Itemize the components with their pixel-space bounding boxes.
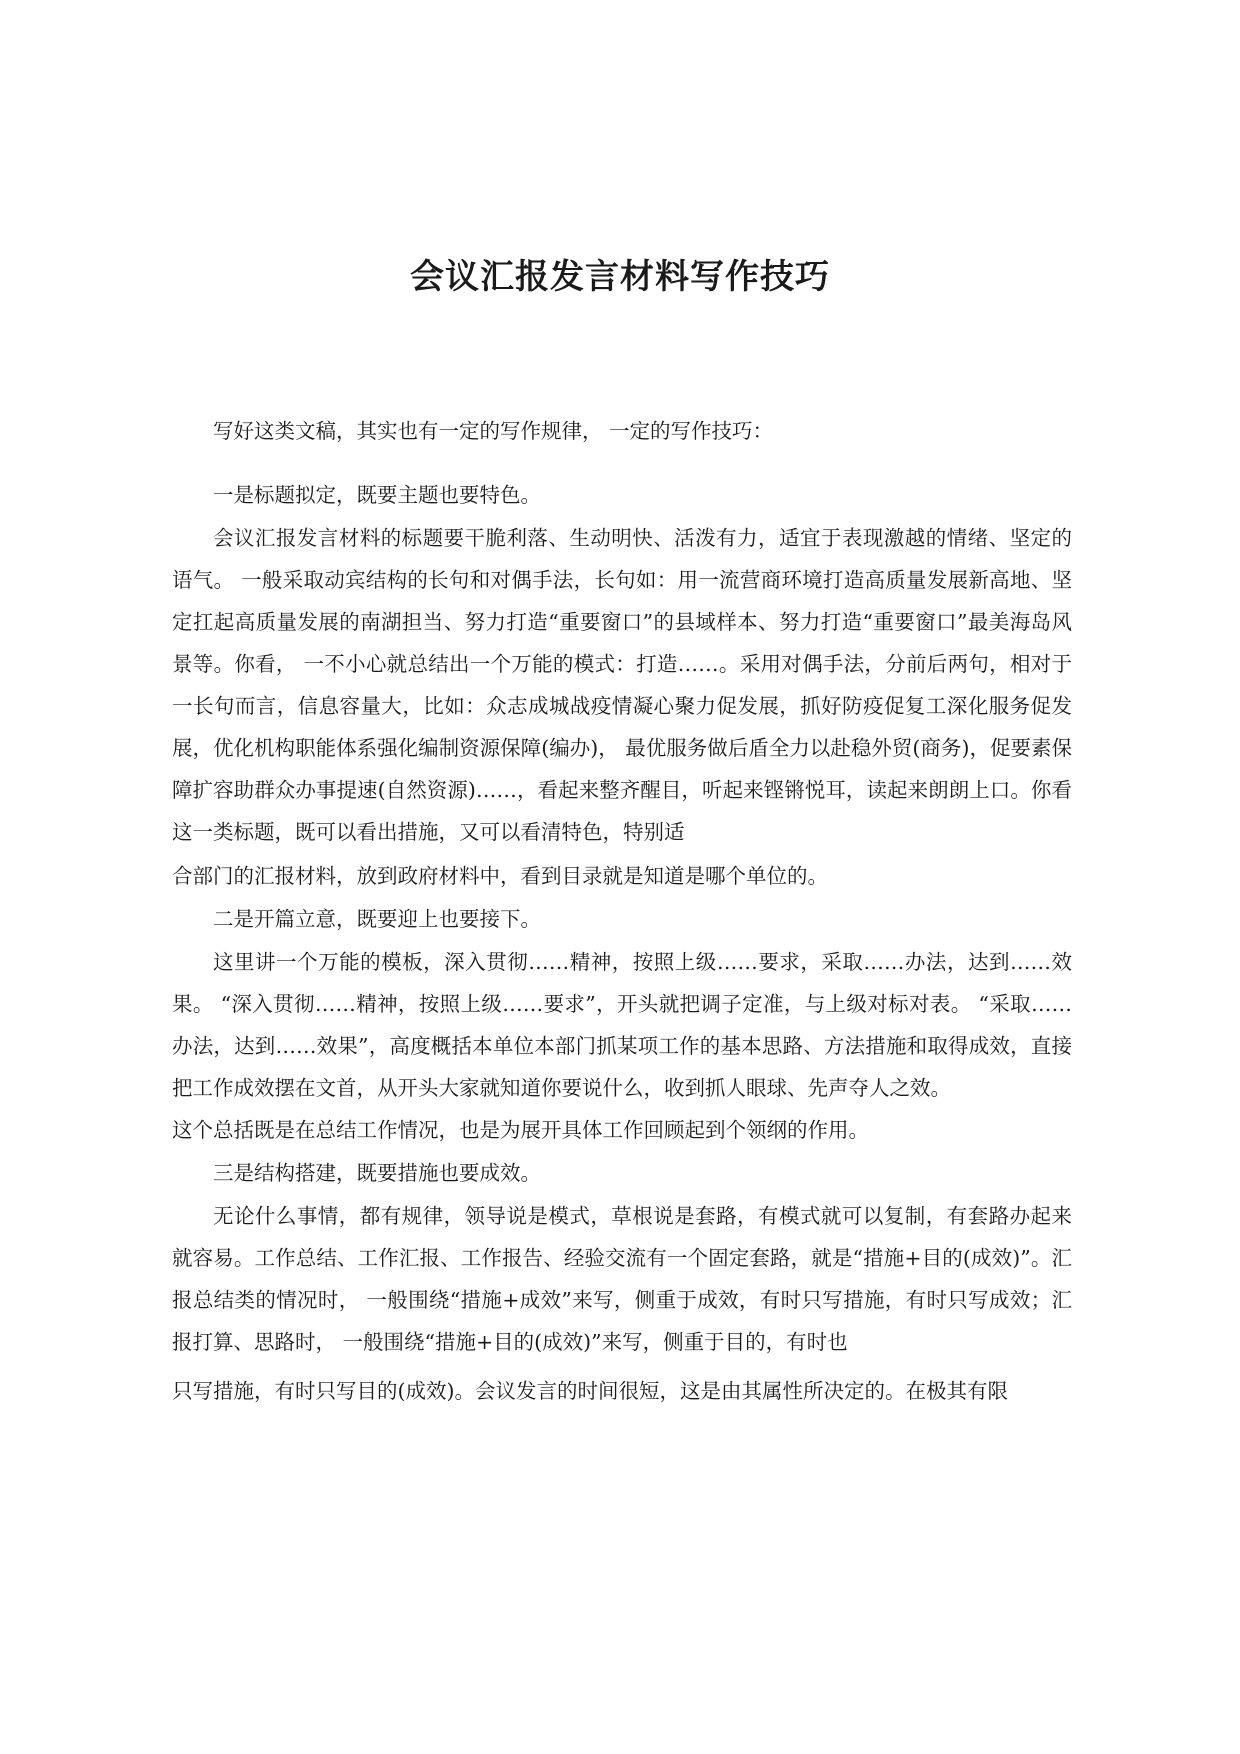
body-paragraph-opening: 这里讲一个万能的模板，深入贯彻……精神，按照上级……要求，采取……办法，达到……效果。 “深入贯彻……精神，按照上级……要求”，开头就把调子定准，与上级对标对表。 “采取……办法，达到……效果”，高度概括本单位本部门抓某项工作的基本思路、方法措施和取得成效，直接把工作成效摆在文首，从开头大家就知道你要说什么，收到抓人眼球、先声夺人之效。	[172, 950, 1072, 1100]
section-heading-title-drafting: 一是标题拟定，既要主题也要特色。	[213, 483, 541, 507]
body-paragraph-continuation: 合部门的汇报材料，放到政府材料中，看到目录就是知道是哪个单位的。	[172, 864, 828, 888]
body-paragraph-last-line: 只写措施，有时只写目的(成效)。会议发言的时间很短，这是由其属性所决定的。在极其有限	[172, 1379, 1008, 1403]
body-paragraph-title-drafting: 会议汇报发言材料的标题要干脆利落、生动明快、活泼有力，适宜于表现激越的情绪、坚定的语气。 一般采取动宾结构的长句和对偶手法，长句如：用一流营商环境打造高质量发展新高地、坚定扛起高质量发展的南湖担当、努力打造“重要窗口”的县域样本、努力打造“重要窗口”最美海岛风景等。你看， 一不小心就总结出一个万能的模式：打造……。采用对偶手法，分前后两句，相对于一长句而言，信息容量大，比如：众志成城战疫情凝心聚力促发展，抓好防疫促复工深化服务促发展，优化机构职能体系强化编制资源保障(编办)， 最优服务做后盾全力以赴稳外贸(商务)，促要素保障扩容助群众办事提速(自然资源)……，看起来整齐醒目，听起来铿锵悦耳，读起来朗朗上口。你看这一类标题，既可以看出措施，又可以看清特色，特别适	[172, 526, 1072, 844]
document-title: 会议汇报发言材料写作技巧	[410, 257, 830, 297]
body-paragraph-structure: 无论什么事情，都有规律，领导说是模式，草根说是套路，有模式就可以复制，有套路办起来就容易。工作总结、工作汇报、工作报告、经验交流有一个固定套路，就是“措施+目的(成效)”。汇报总结类的情况时， 一般围绕“措施+成效”来写，侧重于成效，有时只写措施，有时只写成效；汇报打算、思路时， 一般围绕“措施+目的(成效)”来写，侧重于目的，有时也	[172, 1204, 1072, 1354]
intro-paragraph: 写好这类文稿，其实也有一定的写作规律， 一定的写作技巧：	[213, 419, 774, 443]
section-heading-structure: 三是结构搭建，既要措施也要成效。	[213, 1161, 541, 1185]
section-heading-opening: 二是开篇立意，既要迎上也要接下。	[213, 907, 541, 931]
body-paragraph-summary: 这个总括既是在总结工作情况，也是为展开具体工作回顾起到个领纲的作用。	[172, 1118, 869, 1142]
